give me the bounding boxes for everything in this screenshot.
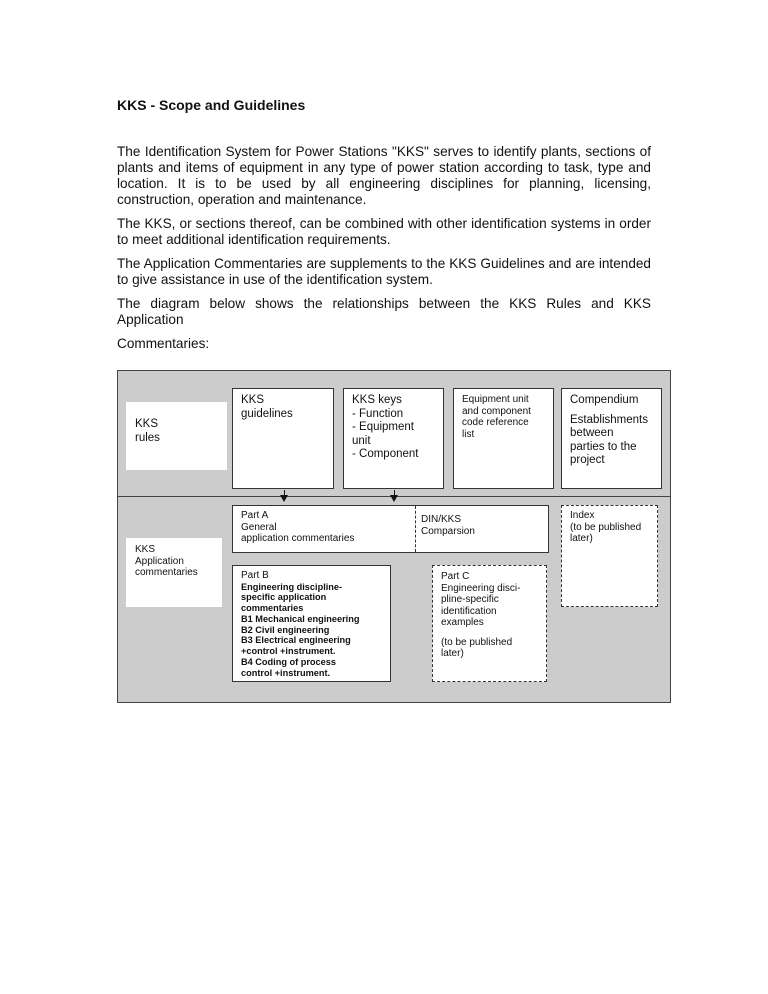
compendium-box — [561, 388, 662, 489]
commentaries-label: Commentaries: — [117, 336, 210, 351]
kks-rules-label: KKS rules — [135, 418, 160, 444]
index-box — [561, 505, 658, 607]
kks-guidelines-box — [232, 388, 334, 489]
page-title: KKS - Scope and Guidelines — [117, 97, 306, 113]
part-c-box — [432, 565, 547, 682]
din-kks-label: DIN/KKS Comparsion — [421, 514, 475, 537]
kks-application-box — [126, 538, 222, 607]
index-label: Index (to be published later) — [570, 510, 642, 544]
part-a-box — [232, 505, 549, 553]
kks-rules-box — [126, 402, 227, 470]
part-b-box — [232, 565, 391, 682]
equipment-code-label: Equipment unit and component code reference list — [462, 394, 531, 440]
kks-guidelines-label: KKS guidelines — [241, 394, 293, 420]
commentaries-paragraph: The Application Commentaries are supplements to the KKS Guidelines and are intended to give assistance in use of the identification system. — [117, 256, 651, 287]
part-b-title: Part B — [241, 570, 269, 581]
part-c-label: Part C Engineering disci- pline-specific identification examples — [441, 571, 521, 628]
kks-application-label: KKS Application commentaries — [135, 544, 198, 578]
din-kks-comparison — [421, 514, 475, 537]
compendium-title: Compendium — [570, 394, 639, 406]
kks-keys-box — [343, 388, 444, 489]
kks-keys-label: KKS keys - Function - Equipment unit - Component — [352, 394, 419, 460]
intro-paragraph: The Identification System for Power Stations "KKS" serves to identify plants, sections of plants and items of equipment in any type of power station according to task, type and location. It is to be used by all engineering disciplines for planning, licensing, construction, operation and maintenance. — [117, 144, 651, 207]
part-b-body: Engineering discipline- specific application commentaries B1 Mechanical engineering B2 Civil engineering B3 Electrical engineering +control +instrument. B4 Coding of process control +instrument. — [241, 581, 360, 678]
equipment-code-box — [453, 388, 554, 489]
part-c-note: (to be published later) — [441, 636, 513, 659]
diagram-intro-paragraph: The diagram below shows the relationships between the KKS Rules and KKS Application — [117, 296, 651, 327]
part-a-divider — [415, 506, 416, 552]
compendium-body: Establishments between parties to the project — [570, 413, 648, 466]
combination-paragraph: The KKS, or sections thereof, can be combined with other identification systems in order to meet additional identification requirements. — [117, 216, 651, 247]
part-a-label: Part A General application commentaries — [241, 510, 355, 544]
